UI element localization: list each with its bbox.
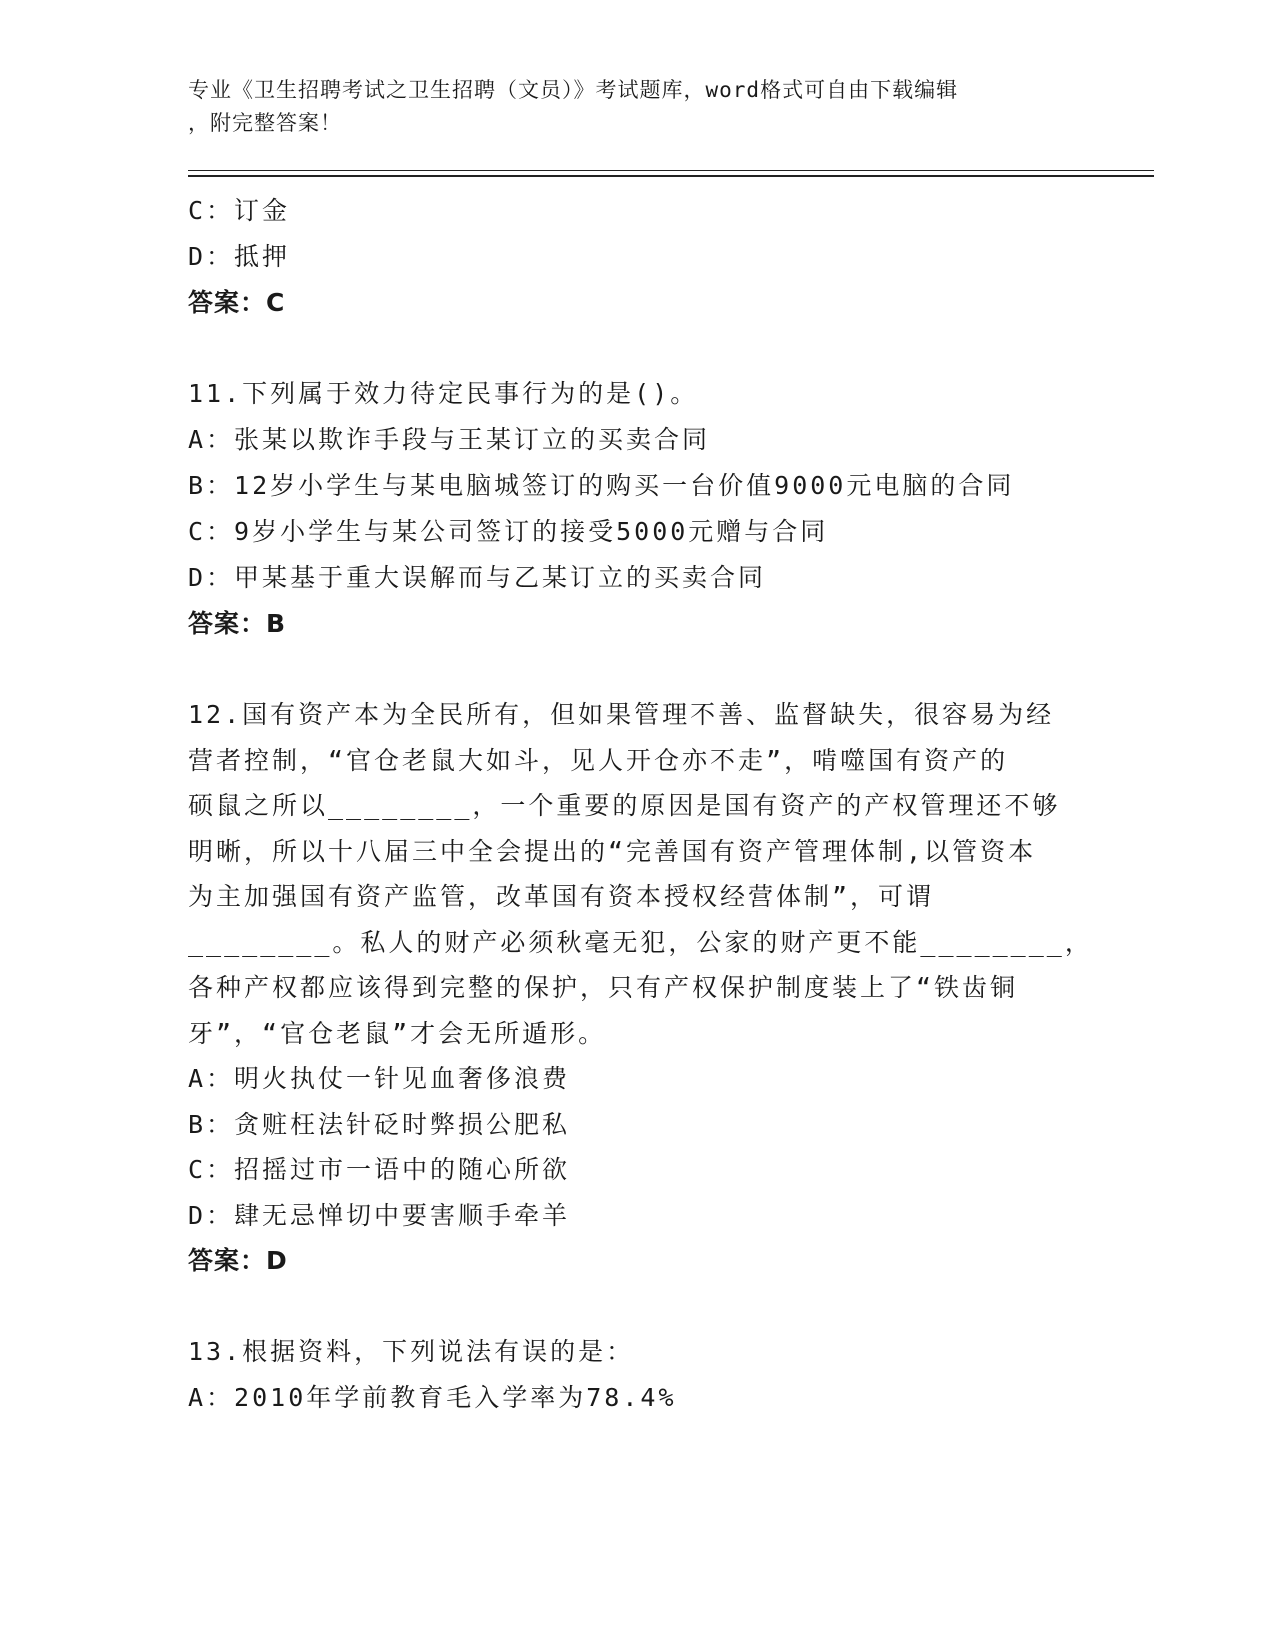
header-divider-thick xyxy=(188,175,1154,177)
header-divider-thin xyxy=(188,170,1154,171)
q12-stem-line: 12.国有资产本为全民所有，但如果管理不善、监督缺失，很容易为经 xyxy=(188,700,1055,729)
q13-option-a: A：2010年学前教育毛入学率为78.4% xyxy=(188,1382,677,1412)
q12-stem-line: 明晰，所以十八届三中全会提出的“完善国有资产管理体制,以管资本 xyxy=(188,836,1037,866)
document-header xyxy=(188,74,1068,140)
q12-stem-line: 牙”，“官仓老鼠”才会无所遁形。 xyxy=(188,1018,607,1048)
question-13 xyxy=(188,1329,1088,1421)
header-title-line-1: 专业《卫生招聘考试之卫生招聘（文员）》考试题库，word格式可自由下载编辑 xyxy=(188,78,959,102)
q12-option-a: A：明火执仗一针见血奢侈浪费 xyxy=(188,1064,571,1093)
spacer xyxy=(188,647,1088,692)
header-title-line-2: ，附完整答案！ xyxy=(188,111,342,135)
q12-option-d: D：肆无忌惮切中要害顺手牵羊 xyxy=(188,1200,571,1230)
q12-stem-line: 硕鼠之所以________，一个重要的原因是国有资产的产权管理还不够 xyxy=(188,791,1061,820)
q11-option-a: A：张某以欺诈手段与王某订立的买卖合同 xyxy=(188,425,711,454)
question-10-tail xyxy=(188,188,1088,326)
spacer xyxy=(188,326,1088,371)
question-content xyxy=(188,188,1093,1421)
question-11 xyxy=(188,371,1088,647)
q12-stem-line: 营者控制，“官仓老鼠大如斗，见人开仓亦不走”，啃噬国有资产的 xyxy=(188,745,1009,775)
q11-option-d: D：甲某基于重大误解而与乙某订立的买卖合同 xyxy=(188,563,767,592)
q13-stem: 13.根据资料，下列说法有误的是： xyxy=(188,1336,635,1366)
spacer xyxy=(188,1284,1088,1329)
q12-option-c: C：招摇过市一语中的随心所欲 xyxy=(188,1155,571,1184)
q12-stem-line: 各种产权都应该得到完整的保护，只有产权保护制度装上了“铁齿铜 xyxy=(188,973,1019,1002)
q12-option-b: B：贪赃枉法针砭时弊损公肥私 xyxy=(188,1109,571,1139)
q12-stem-line: ________。私人的财产必须秋毫无犯，公家的财产更不能________， xyxy=(188,927,1093,957)
q11-stem: 11.下列属于效力待定民事行为的是()。 xyxy=(188,379,699,408)
q11-answer: 答案：B xyxy=(188,609,287,638)
q10-option-d: D：抵押 xyxy=(188,242,291,271)
q12-stem-line: 为主加强国有资产监管，改革国有资本授权经营体制”，可谓 xyxy=(188,882,935,911)
q11-option-c: C：9岁小学生与某公司签订的接受5000元赠与合同 xyxy=(188,517,829,546)
question-12 xyxy=(188,692,1093,1284)
q10-option-c: C：订金 xyxy=(188,196,291,225)
q10-answer: 答案：C xyxy=(188,288,286,317)
q12-answer: 答案：D xyxy=(188,1246,288,1275)
q11-option-b: B：12岁小学生与某电脑城签订的购买一台价值9000元电脑的合同 xyxy=(188,471,1015,500)
